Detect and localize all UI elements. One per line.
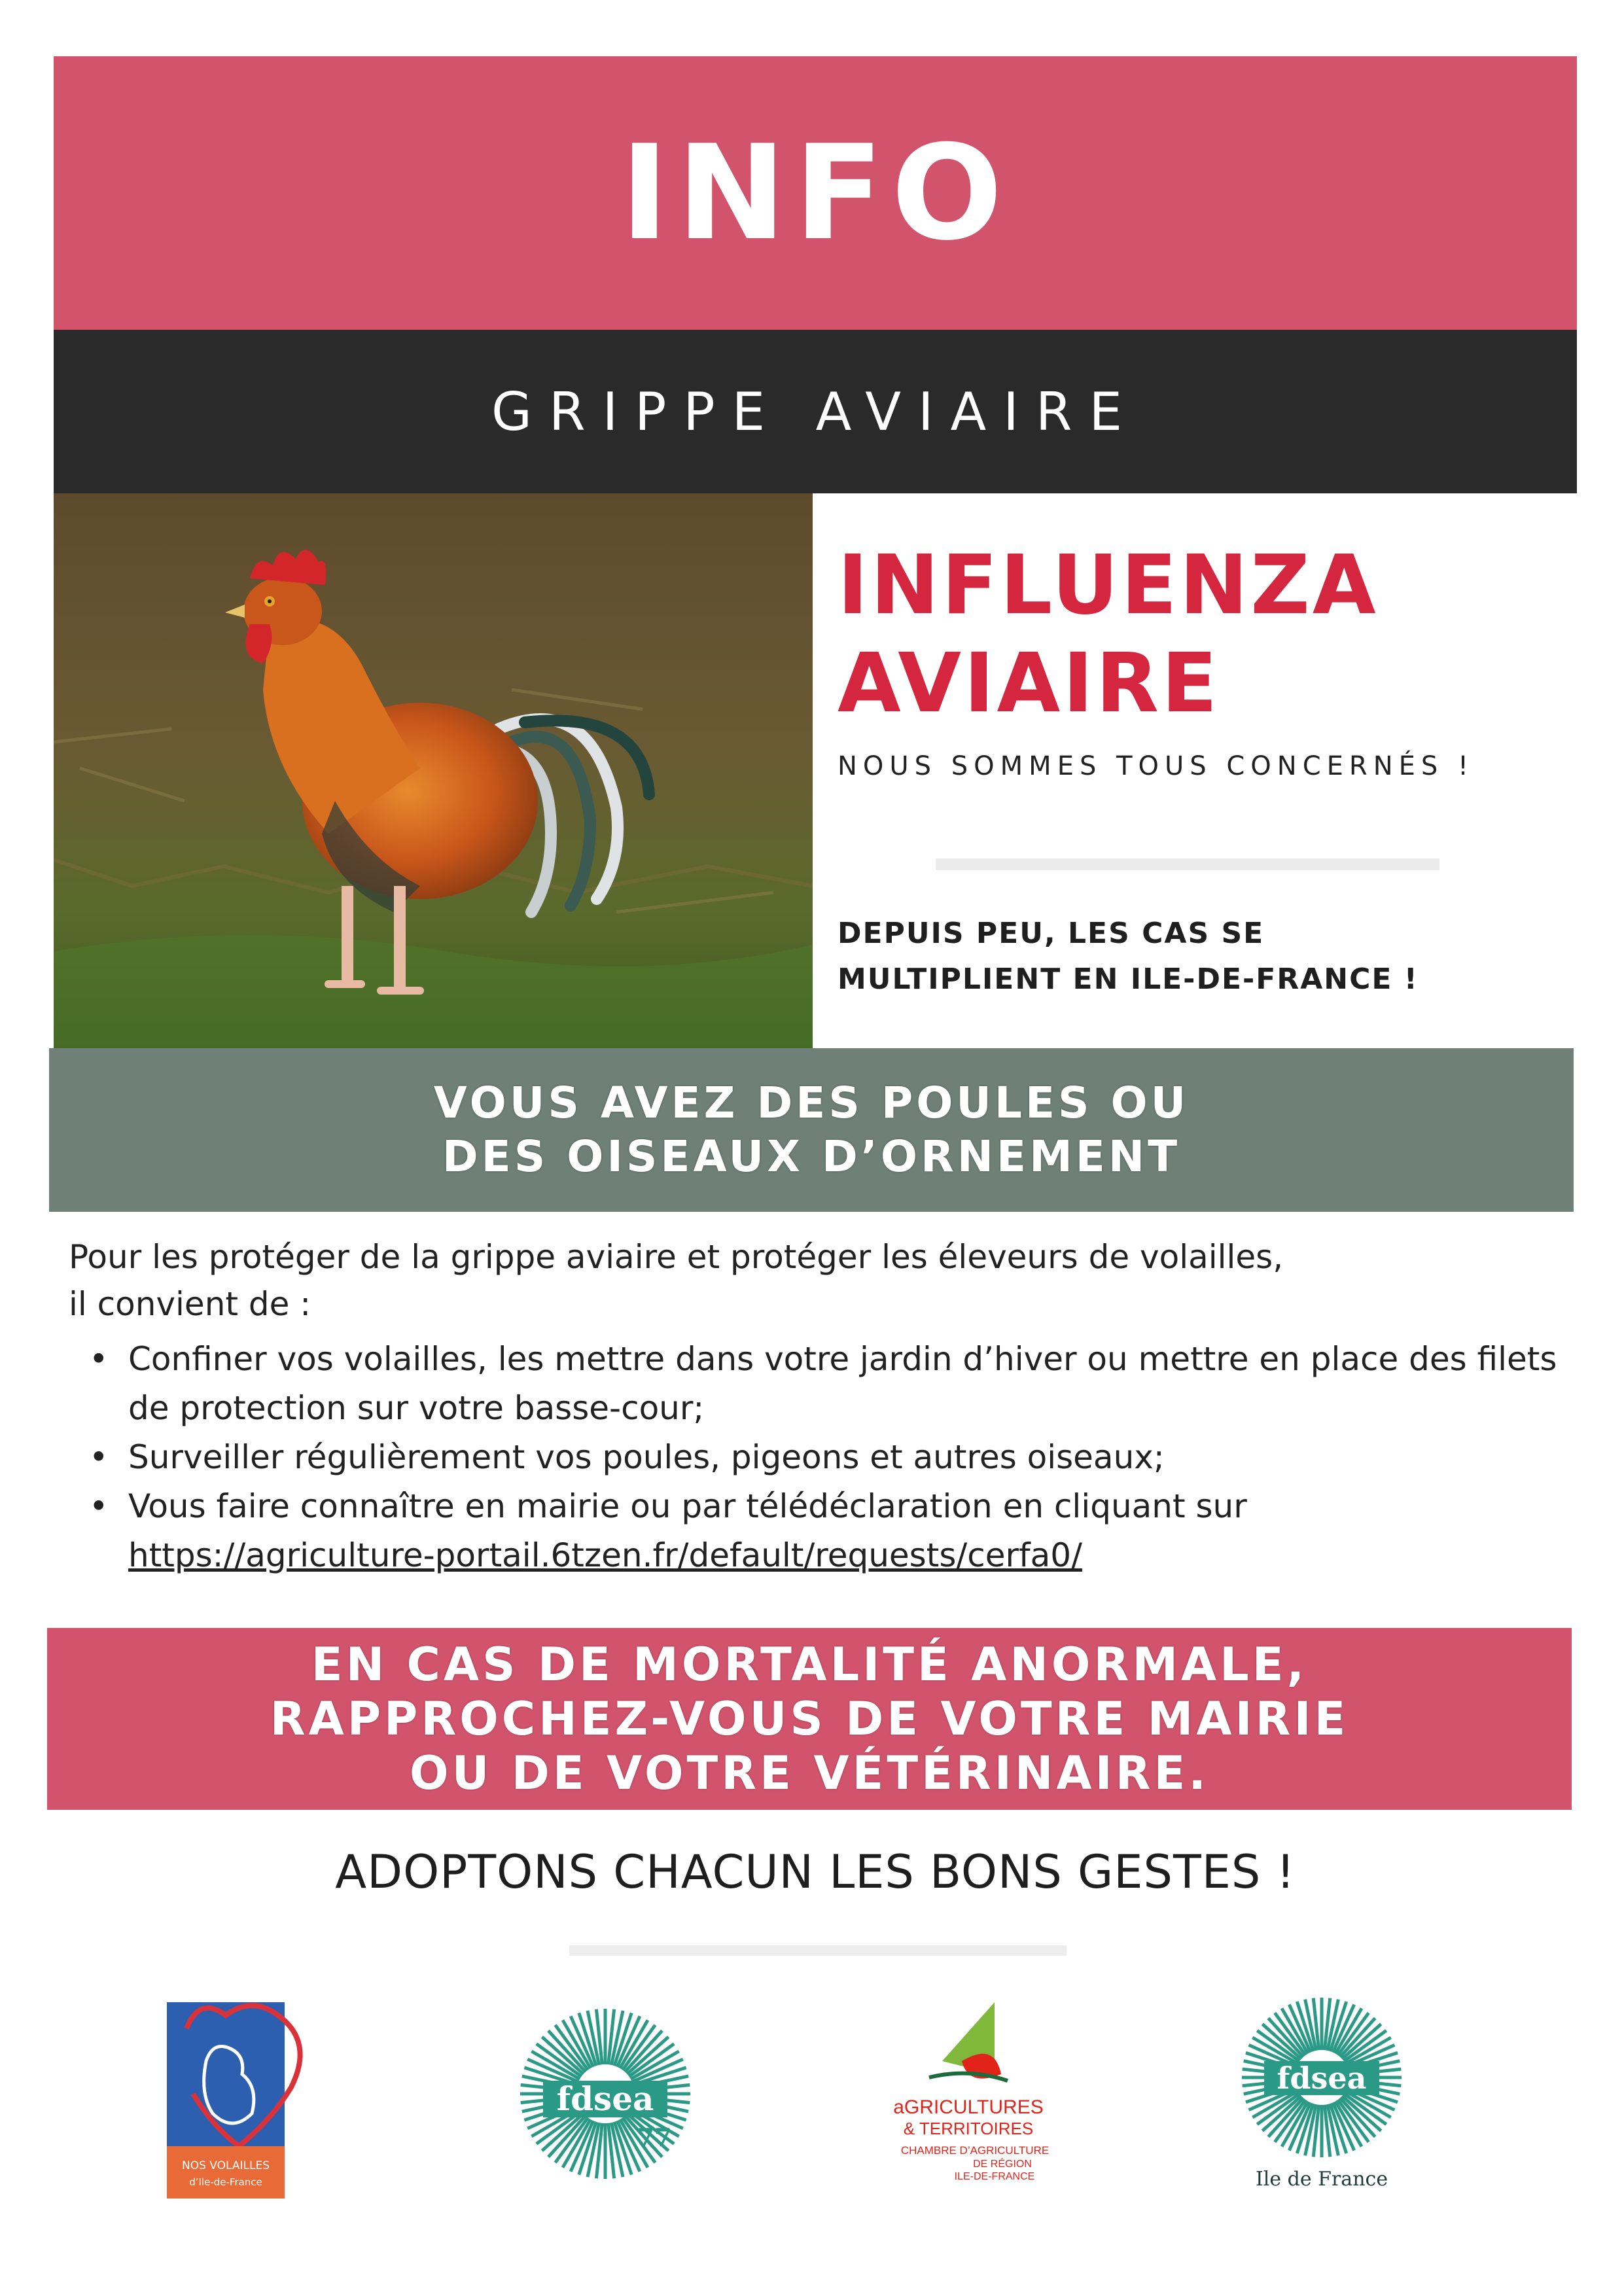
- list-item: [79, 1335, 1557, 1433]
- agri-line3: CHAMBRE D’AGRICULTURE: [900, 2144, 1050, 2157]
- subtitle-banner: [54, 330, 1577, 493]
- separator-bottom: [569, 1945, 1067, 1956]
- influenza-title: [838, 537, 1570, 733]
- list-item-text: Surveiller régulièrement vos poules, pigeons et autres oiseaux;: [128, 1438, 1165, 1476]
- advice-list: [79, 1335, 1557, 1580]
- fdsea77-number: 77: [637, 2123, 672, 2152]
- nos-volailles-logo: [160, 1983, 317, 2205]
- agri-line5: ILE-DE-FRANCE: [954, 2171, 1035, 2182]
- separator-top: [936, 858, 1439, 870]
- volailles-logo-line1: NOS VOLAILLES: [182, 2159, 270, 2172]
- agri-line2: & TERRITOIRES: [903, 2119, 1034, 2138]
- owners-banner: [49, 1048, 1574, 1212]
- bullet-icon: •: [89, 1340, 109, 1378]
- call-to-action: ADOPTONS CHACUN LES BONS GESTES !: [335, 1845, 1296, 1899]
- list-item: [79, 1482, 1557, 1580]
- fdsea77-word: fdsea: [556, 2079, 654, 2118]
- bullet-icon: •: [89, 1487, 109, 1525]
- list-item-text: Confiner vos volailles, les mettre dans votre jardin d’hiver ou mettre en place des filets de protection sur votre basse-cour;: [128, 1340, 1557, 1427]
- info-title: INFO: [620, 116, 1011, 270]
- alert-text: [838, 911, 1590, 1002]
- alert-line1: DEPUIS PEU, LES CAS SE: [838, 917, 1265, 950]
- alert-line2: MULTIPLIENT EN ILE-DE-FRANCE !: [838, 963, 1419, 996]
- volailles-logo-line2: d’Ile-de-France: [189, 2176, 262, 2188]
- agri-line4: DE RÉGION: [973, 2159, 1032, 2170]
- list-item: [79, 1433, 1557, 1482]
- bullet-icon: •: [89, 1438, 109, 1476]
- fdsea-idf-word: fdsea: [1277, 2060, 1367, 2096]
- fdsea-idf-caption: Ile de France: [1255, 2168, 1388, 2191]
- owners-banner-text: VOUS AVEZ DES POULES OU DES OISEAUX D’ORNEMENT: [433, 1078, 1190, 1182]
- agri-line1: aGRICULTURES: [893, 2096, 1044, 2118]
- influenza-title-line1: INFLUENZA: [838, 538, 1379, 633]
- list-item-text: Vous faire connaître en mairie ou par télédéclaration en cliquant sur: [128, 1487, 1247, 1525]
- info-banner: [54, 56, 1577, 330]
- fdsea77-logo: [517, 2005, 694, 2182]
- intro-text: Pour les protéger de la grippe aviaire et protéger les éleveurs de volailles, il convient de :: [69, 1238, 1284, 1323]
- influenza-title-line2: AVIAIRE: [838, 636, 1220, 731]
- fdsea-idf-logo: [1230, 1996, 1413, 2199]
- tagline: NOUS SOMMES TOUS CONCERNÉS !: [838, 751, 1475, 781]
- mortality-banner-text: EN CAS DE MORTALITÉ ANORMALE, RAPPROCHEZ-VOUS DE VOTRE MAIRIE OU DE VOTRE VÉTÉRINAIRE.: [270, 1637, 1349, 1800]
- mortality-banner: [47, 1628, 1572, 1810]
- declaration-link[interactable]: https://agriculture-portail.6tzen.fr/default/requests/cerfa0/: [128, 1536, 1082, 1574]
- rooster-photo: [54, 493, 813, 1048]
- banner-subtitle: GRIPPE AVIAIRE: [491, 381, 1139, 442]
- chambre-agriculture-logo: [864, 1989, 1073, 2205]
